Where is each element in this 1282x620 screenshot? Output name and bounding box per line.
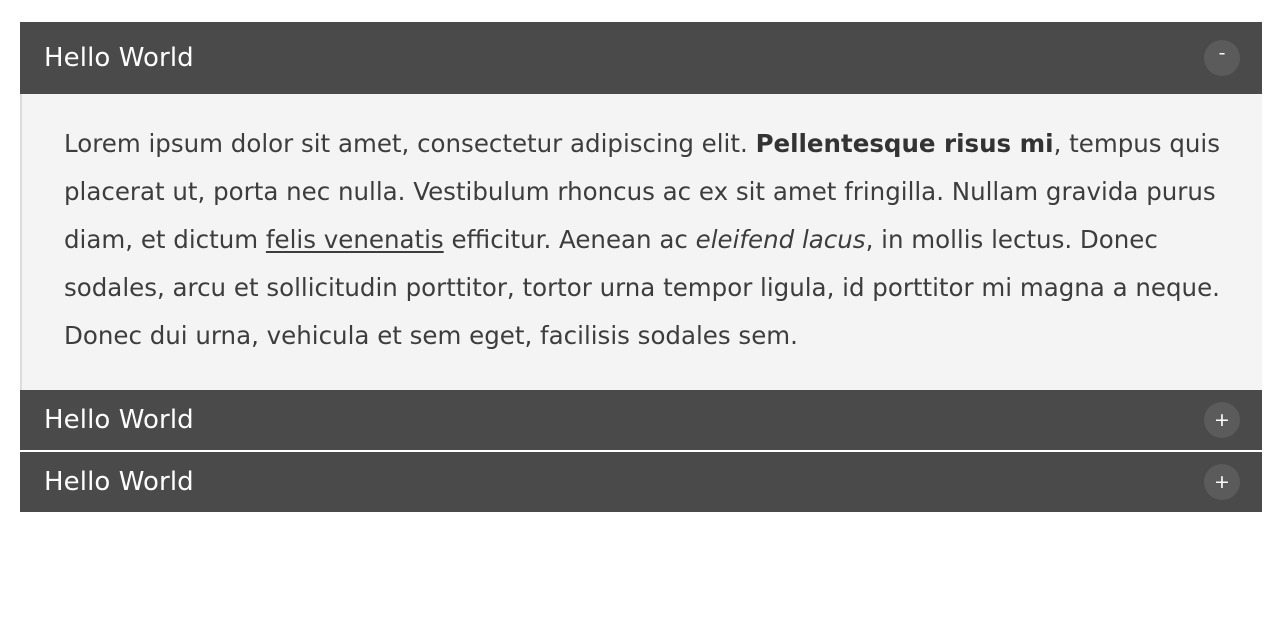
accordion-body-text-1 [64,120,1222,360]
text-segment-underline: felis venenatis [265,225,444,255]
accordion-title-3: Hello World [44,467,194,498]
accordion-panel-2 [20,390,1262,450]
text-segment: , in mollis lectus. Donec sodales, arcu et sollicitudin porttitor, tortor urna tempor ligula, id porttitor mi magna a neque. Donec dui urna, vehicula et sem eget, facilisis sodales sem. [64,225,1220,351]
accordion-panel-3 [20,452,1262,512]
accordion [20,22,1262,512]
collapse-toggle-icon[interactable] [1204,40,1240,76]
text-segment: Lorem ipsum dolor sit amet, consectetur adipiscing elit. [64,129,756,158]
expand-toggle-icon[interactable] [1204,402,1240,438]
plus-icon-label: + [1214,408,1230,431]
text-segment-italic: eleifend lacus [695,225,866,255]
expand-toggle-icon[interactable] [1204,464,1240,500]
accordion-header-2[interactable] [20,390,1262,450]
accordion-header-3[interactable] [20,452,1262,512]
minus-icon-label: - [1218,41,1226,64]
accordion-title-1: Hello World [44,43,194,73]
text-segment: efficitur. Aenean ac [443,225,696,255]
accordion-body-1 [20,94,1262,390]
text-segment-bold: Pellentesque risus mi [755,129,1054,158]
accordion-header-1[interactable] [20,22,1262,94]
text-segment: , tempus quis placerat ut, porta nec nulla. Vestibulum rhoncus ac ex sit amet fringilla. Nullam gravida purus diam, et dictum [64,129,1220,255]
accordion-panel-1 [20,22,1262,390]
accordion-title-2: Hello World [44,405,194,436]
plus-icon-label: + [1214,470,1230,493]
